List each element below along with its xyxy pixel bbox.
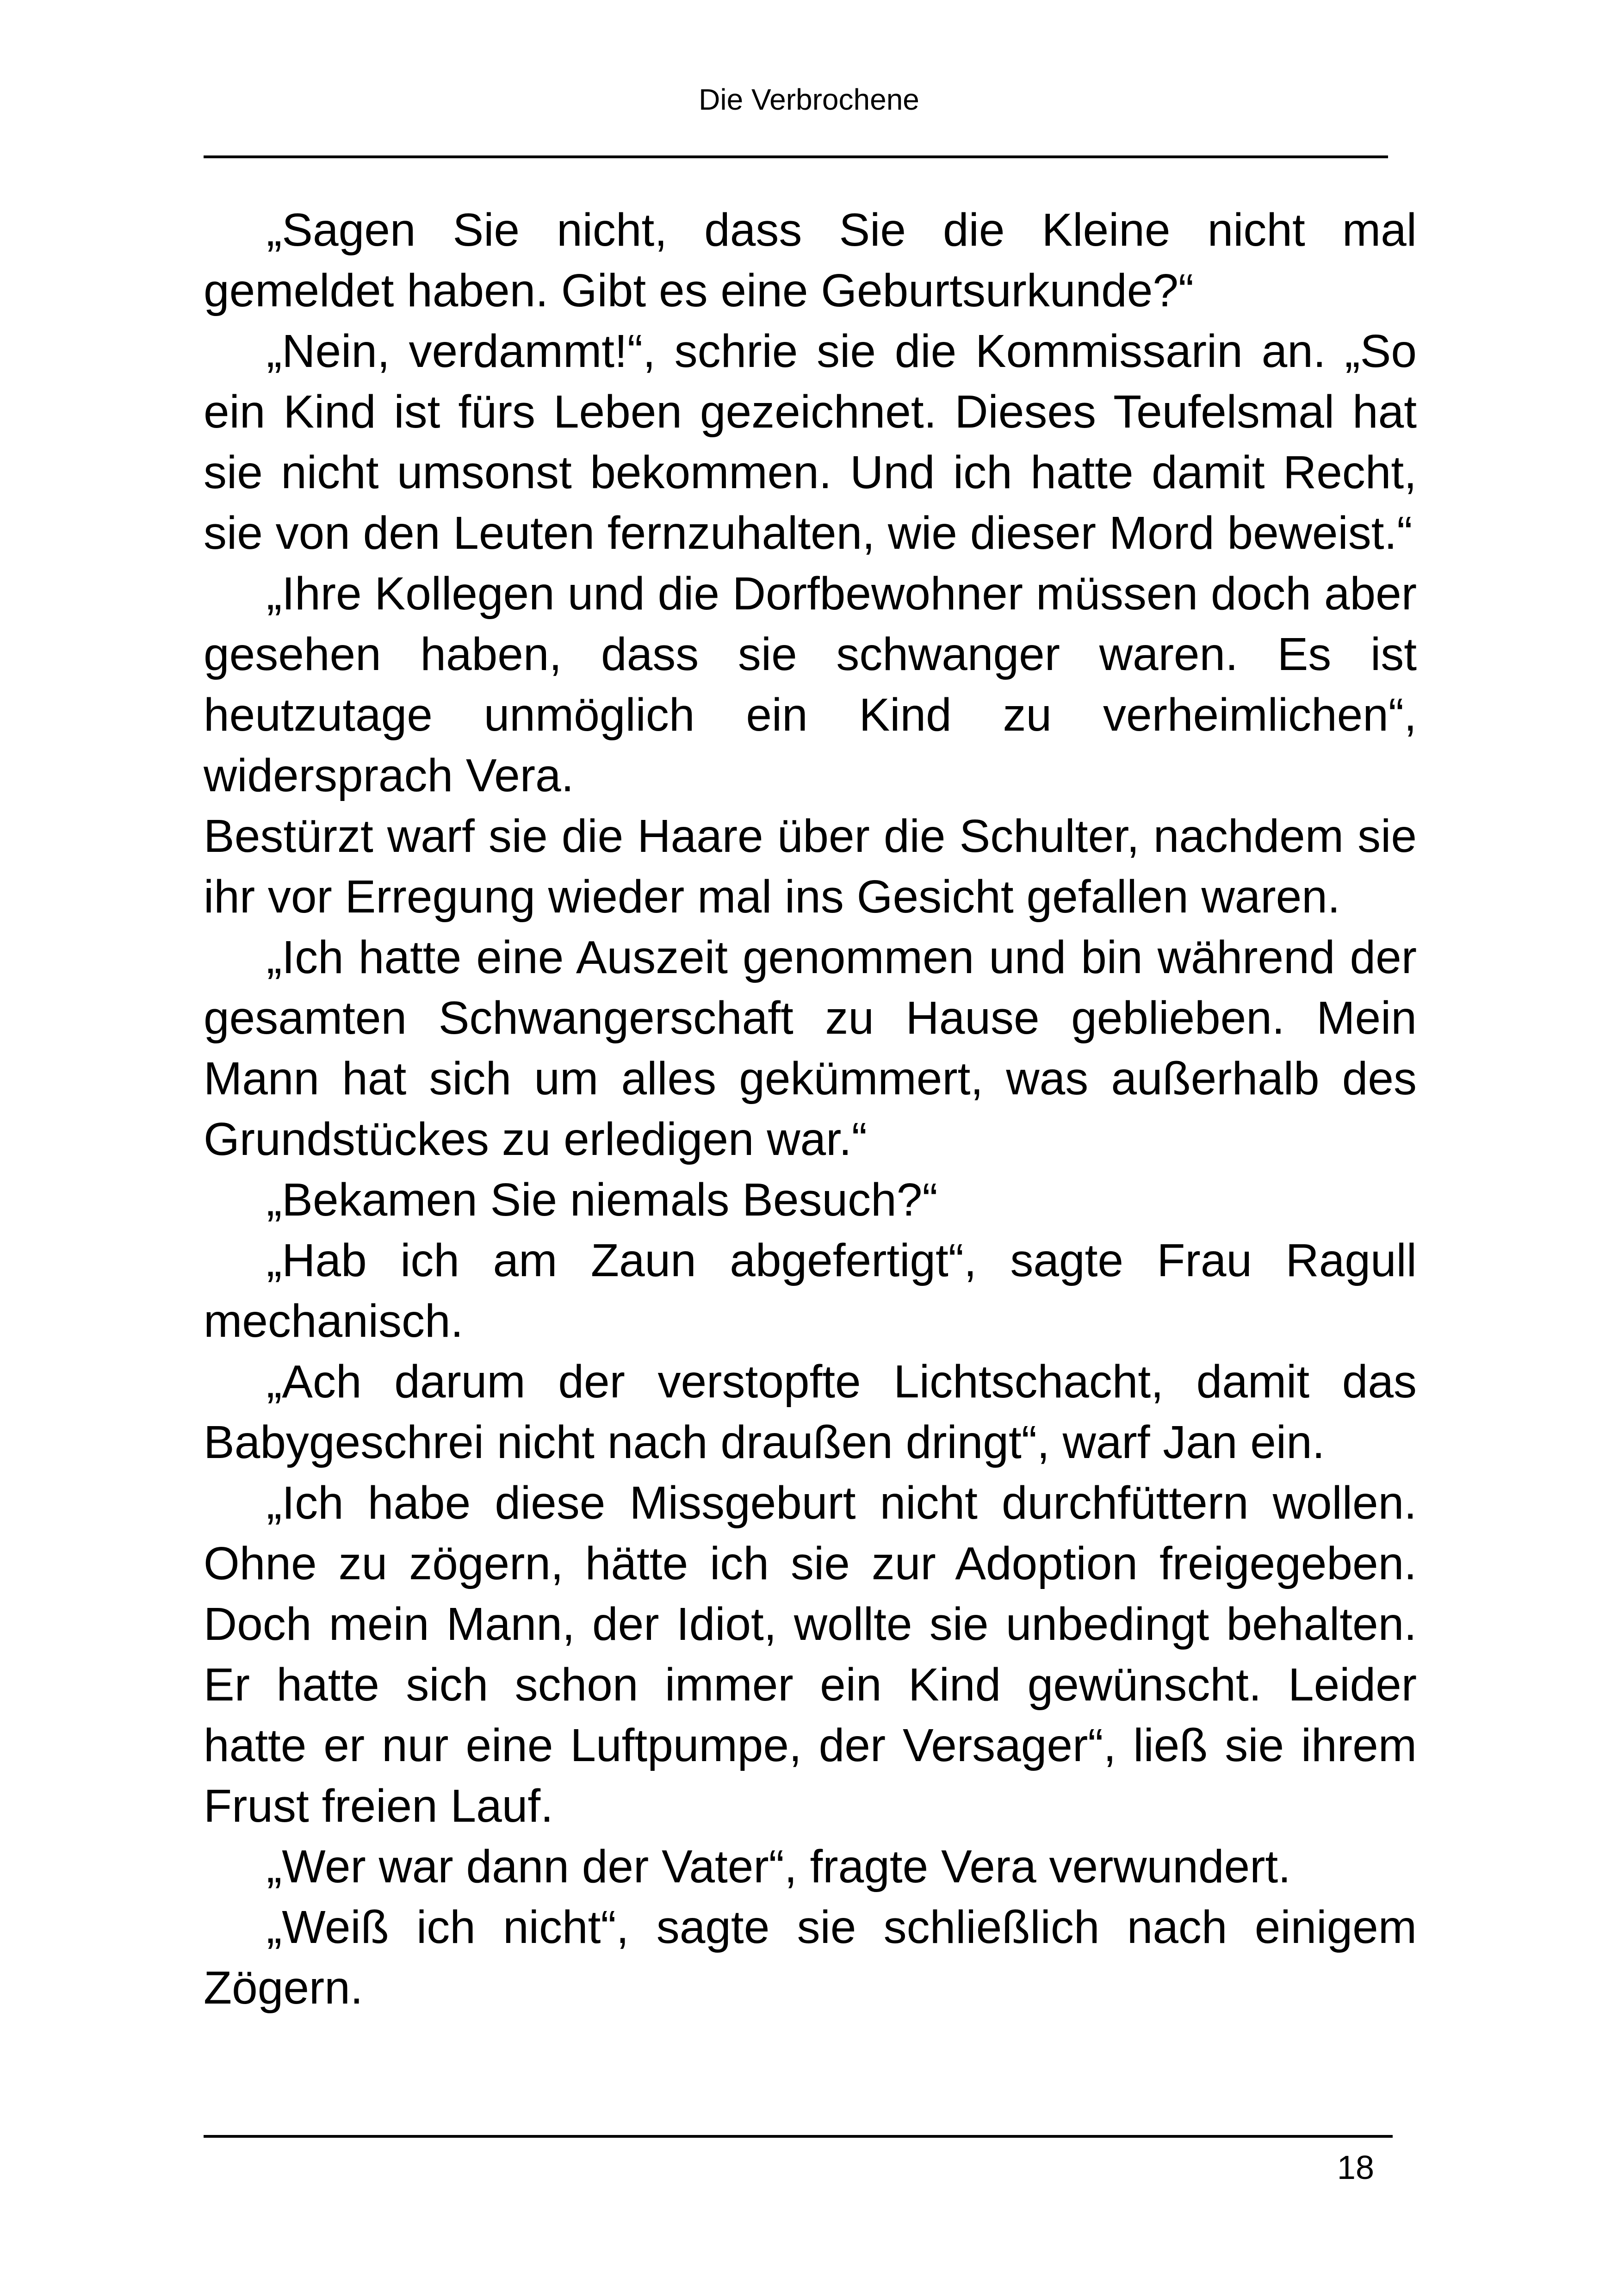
- paragraph: „Wer war dann der Vater“, fragte Vera verwundert.: [267, 1841, 1291, 1893]
- paragraph: „Ach darum der verstopfte Lichtschacht, damit das Babygeschrei nicht nach draußen dringt“, warf Jan ein.: [204, 1356, 1417, 1468]
- paragraph: „Ich habe diese Missgeburt nicht durchfüttern wollen. Ohne zu zögern, hätte ich sie zur Adoption freigegeben. Doch mein Mann, der Idiot, wollte sie unbedingt behalten. Er hatte sich schon immer ein Kind gewünscht. Leider hatte er nur eine Luftpumpe, der Versager“, ließ sie ihrem Frust freien Lauf.: [204, 1477, 1417, 1832]
- body-text: [204, 200, 1417, 2018]
- header-rule: [204, 155, 1388, 158]
- paragraph: „Hab ich am Zaun abgefertigt“, sagte Frau Ragull mechanisch.: [204, 1235, 1417, 1347]
- page-number: 18: [1337, 2149, 1374, 2186]
- paragraph: „Ihre Kollegen und die Dorfbewohner müssen doch aber gesehen haben, dass sie schwanger waren. Es ist heutzutage unmöglich ein Kind zu verheimlichen“, widersprach Vera.: [204, 568, 1417, 801]
- paragraph: „Weiß ich nicht“, sagte sie schließlich nach einigem Zögern.: [204, 1901, 1417, 2014]
- footer-rule: [204, 2135, 1393, 2138]
- paragraph: „Ich hatte eine Auszeit genommen und bin während der gesamten Schwangerschaft zu Hause geblieben. Mein Mann hat sich um alles gekümmert, was außerhalb des Grundstückes zu erledigen war.“: [204, 931, 1417, 1165]
- paragraph: „Nein, verdammt!“, schrie sie die Kommissarin an. „So ein Kind ist fürs Leben gezeichnet. Dieses Teufelsmal hat sie nicht umsonst bekommen. Und ich hatte damit Recht, sie von den Leuten fernzuhalten, wie dieser Mord beweist.“: [204, 325, 1417, 559]
- paragraph: „Bekamen Sie niemals Besuch?“: [267, 1174, 938, 1226]
- running-header-title: Die Verbrochene: [699, 83, 919, 116]
- paragraph: Bestürzt warf sie die Haare über die Schulter, nachdem sie ihr vor Erregung wieder mal ins Gesicht gefallen waren.: [204, 810, 1417, 923]
- paragraph: „Sagen Sie nicht, dass Sie die Kleine nicht mal gemeldet haben. Gibt es eine Geburtsurkunde?“: [204, 204, 1417, 316]
